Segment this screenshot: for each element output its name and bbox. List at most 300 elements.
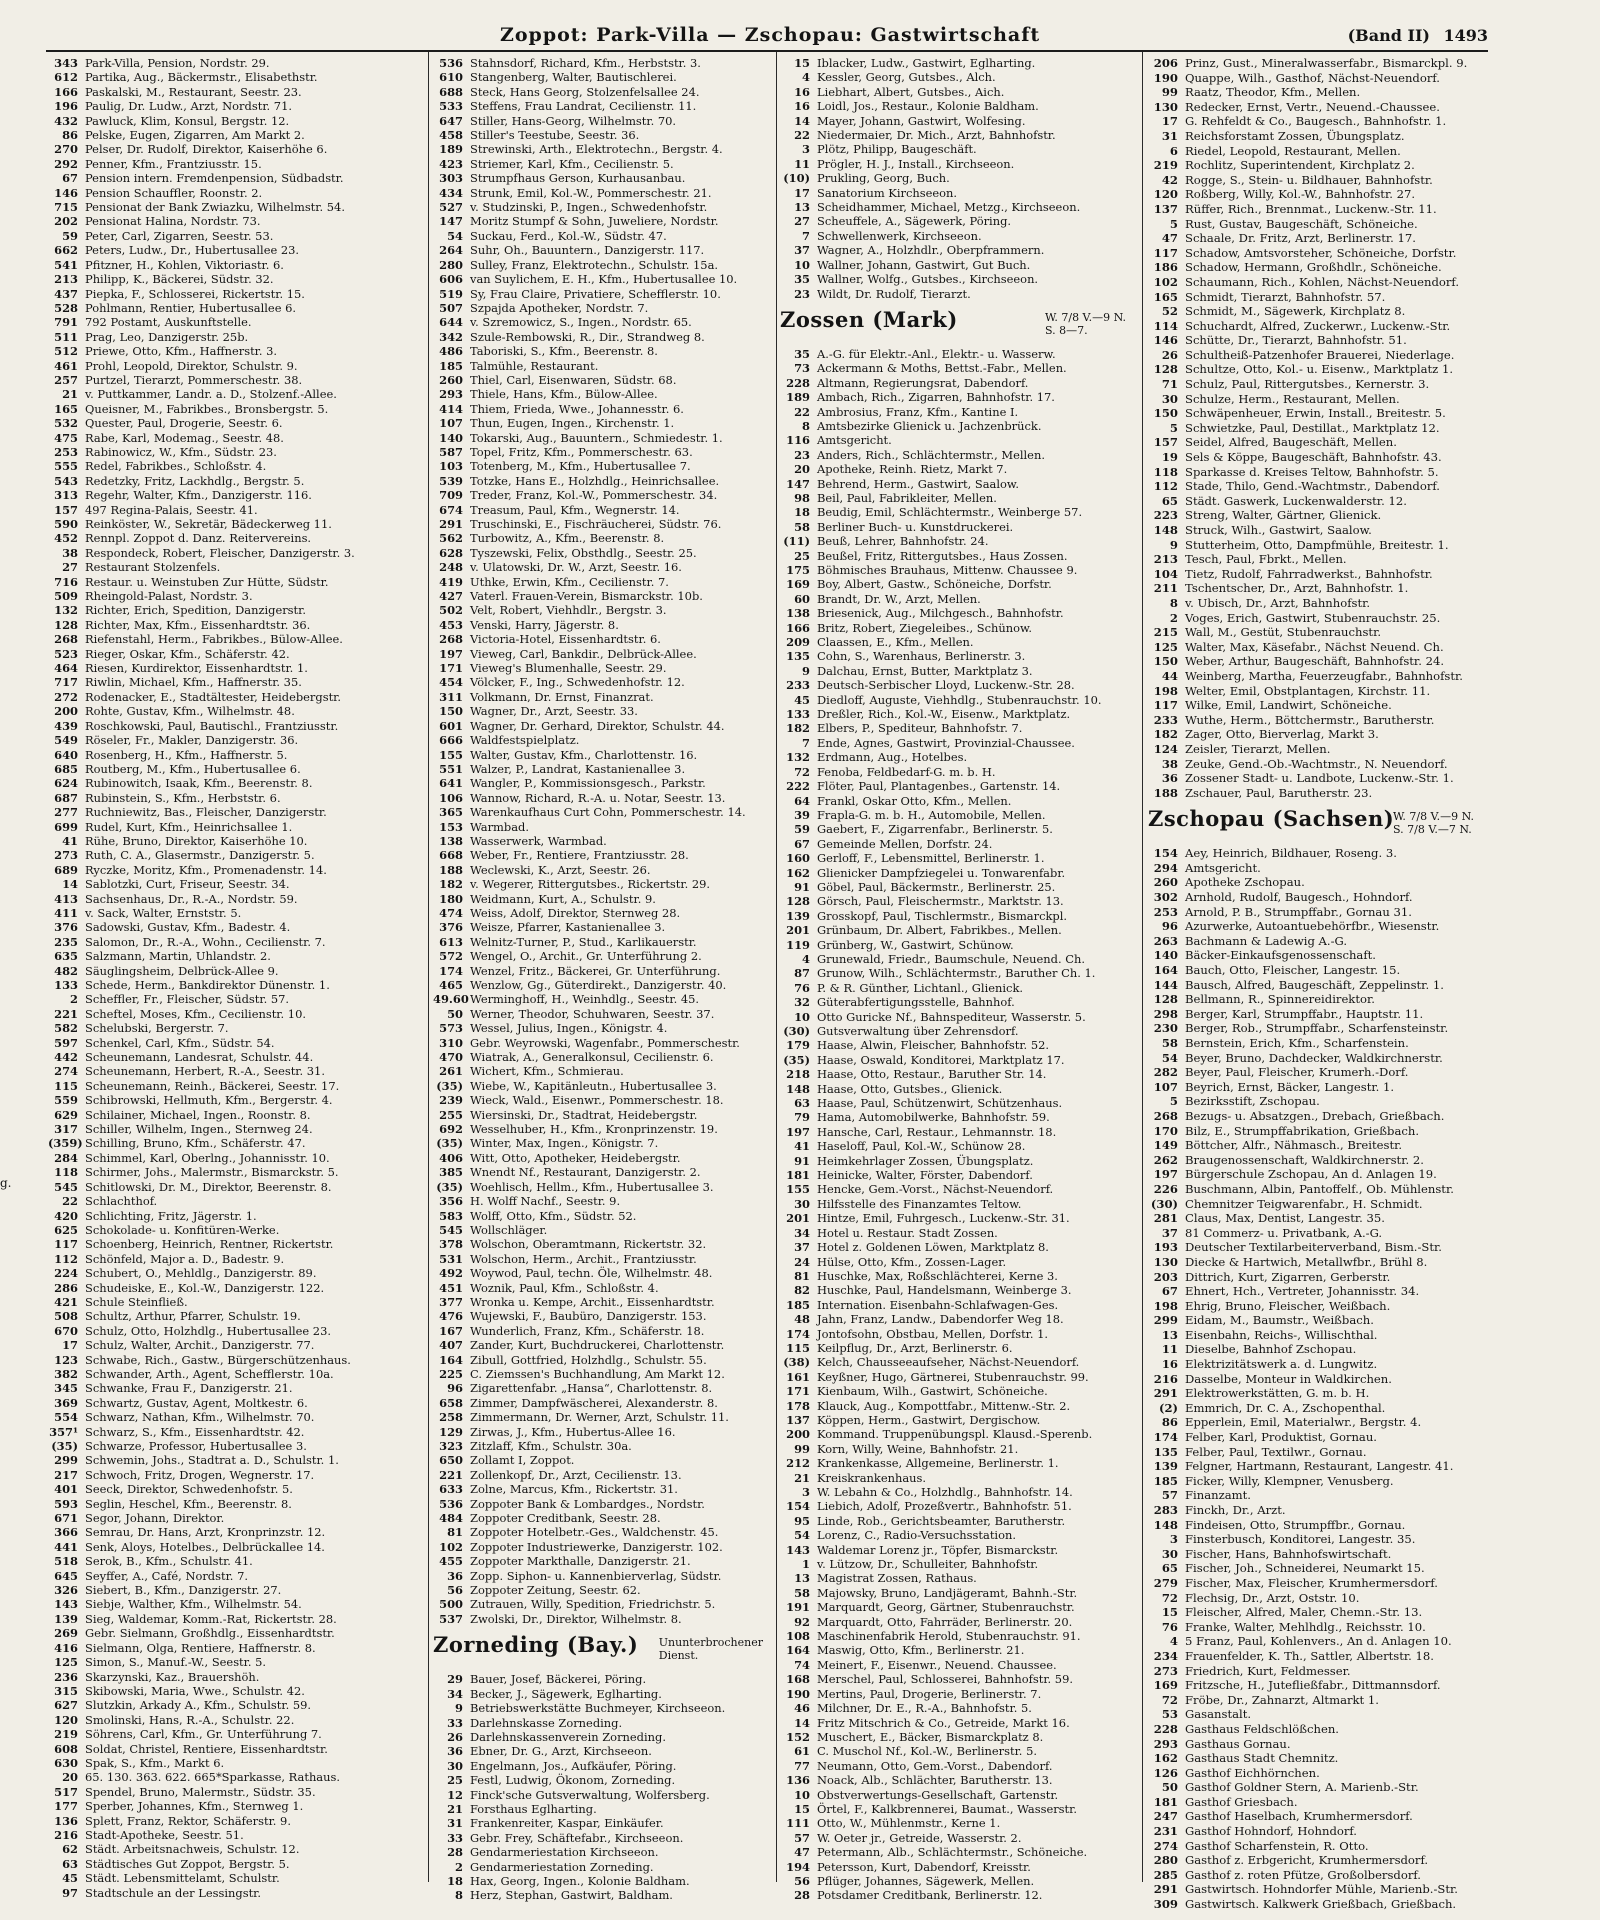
hours-line: S. 7/8 V.—7 N. <box>1392 823 1472 837</box>
entry-text: Schulz, Walter, Archit., Danzigerstr. 77. <box>85 1338 315 1353</box>
directory-entry <box>780 794 1140 808</box>
directory-entry <box>780 114 1140 128</box>
phone-number: 150 <box>1153 654 1178 669</box>
entry-text: Schuchardt, Alfred, Zuckerwr., Luckenw.-Str. <box>1185 318 1451 333</box>
phone-number: 291 <box>1153 1386 1178 1401</box>
entry-text: Gendarmeriestation Zorneding. <box>470 1859 654 1874</box>
phone-number: 223 <box>1153 508 1178 523</box>
entry-text: Gasthof Goldner Stern, A. Marienb.-Str. <box>1185 1780 1419 1795</box>
directory-entry <box>780 707 1140 721</box>
directory-entry <box>1148 1138 1488 1153</box>
directory-entry <box>1148 187 1488 202</box>
phone-number: 280 <box>439 257 463 272</box>
entry-text: G. Rehfeldt & Co., Baugesch., Bahnhofstr. 1. <box>1185 114 1447 129</box>
entry-text: Ehnert, Hch., Vertreter, Johannisstr. 34. <box>1185 1284 1420 1299</box>
directory-entry <box>48 618 424 632</box>
phone-number: 148 <box>1153 523 1178 537</box>
directory-entry <box>780 70 1140 84</box>
directory-entry <box>780 1845 1140 1859</box>
phone-number: 175 <box>786 563 810 577</box>
column-1 <box>48 56 424 1916</box>
directory-entry <box>1148 465 1488 480</box>
phone-number: (359) <box>48 1136 83 1151</box>
entry-text: Schulz, Otto, Holzhdlg., Hubertusallee 23. <box>85 1323 332 1338</box>
entry-text: Riesen, Kurdirektor, Eissenhardtstr. 1. <box>85 661 308 676</box>
entry-text: Tietz, Rudolf, Fahrradwerkst., Bahnhofstr. <box>1185 566 1433 581</box>
entry-text: Roschkowski, Paul, Bautischl., Frantziusstr. <box>85 718 339 733</box>
entry-text: Schudeiske, E., Kol.-W., Danzigerstr. 122. <box>85 1280 325 1295</box>
entry-text: Diedloff, Auguste, Viehhdlg., Stubenrauchstr. 10. <box>817 692 1102 707</box>
phone-number: 16 <box>1161 1357 1178 1372</box>
entry-text: Dasselbe, Monteur in Waldkirchen. <box>1185 1371 1392 1386</box>
directory-entry <box>433 1122 777 1136</box>
entry-text: v. Wegerer, Rittergutsbes., Rickertstr. 29. <box>470 877 711 892</box>
phone-number: 37 <box>794 1240 810 1255</box>
directory-entry <box>433 992 777 1006</box>
phone-number: 76 <box>1161 1619 1178 1634</box>
directory-entry <box>48 373 424 387</box>
directory-entry <box>48 315 424 329</box>
phone-number: 253 <box>54 444 78 459</box>
phone-number: 658 <box>439 1395 463 1410</box>
entry-text: Schönfeld, Major a. D., Badestr. 9. <box>85 1251 285 1266</box>
entry-text: Fenoba, Feldbedarf-G. m. b. H. <box>817 764 996 779</box>
phone-number: 44 <box>1161 668 1178 683</box>
phone-number: 414 <box>439 401 463 416</box>
entry-text: Gasthof Eichhörnchen. <box>1185 1765 1320 1780</box>
entry-text: Felgner, Hartmann, Restaurant, Langestr. 41. <box>1185 1459 1454 1474</box>
entry-text: Hilfsstelle des Finanzamtes Teltow. <box>817 1196 1022 1211</box>
entry-text: Dieselbe, Bahnhof Zschopau. <box>1185 1342 1357 1357</box>
entry-text: Prinz, Gust., Mineralwasserfabr., Bismarckpl. 9. <box>1185 56 1468 70</box>
entry-text: Neumann, Otto, Gem.-Vorst., Dabendorf. <box>817 1758 1053 1773</box>
phone-number: 140 <box>439 430 463 445</box>
phone-number: 313 <box>54 488 78 503</box>
directory-entry <box>1148 85 1488 100</box>
entry-text: Pension intern. Fremdenpension, Südbadstr. <box>85 171 344 186</box>
entry-text: Partika, Aug., Bäckermstr., Elisabethstr. <box>85 70 318 85</box>
phone-number: 666 <box>439 733 463 748</box>
directory-entry <box>433 1064 777 1078</box>
directory-entry <box>780 808 1140 822</box>
directory-entry <box>780 405 1140 419</box>
phone-number: 4 <box>1169 1634 1178 1649</box>
directory-entry <box>433 647 777 661</box>
entry-text: Mayer, Johann, Gastwirt, Wolfesing. <box>817 113 1026 128</box>
phone-number: 509 <box>54 589 78 604</box>
entry-text: Seeck, Direktor, Schwedenhofstr. 5. <box>85 1482 293 1497</box>
entry-text: Gebr. Sielmann, Großhdlg., Eissenhardtstr. <box>85 1626 335 1641</box>
directory-entry <box>48 359 424 373</box>
phone-number: 22 <box>794 404 810 419</box>
phone-number: 3 <box>802 142 810 157</box>
phone-number: 137 <box>1153 201 1178 216</box>
directory-entry <box>780 1125 1140 1139</box>
phone-number: 465 <box>439 978 463 992</box>
phone-number: 177 <box>54 1799 78 1814</box>
directory-entry <box>780 1528 1140 1542</box>
directory-entry <box>1148 1488 1488 1503</box>
directory-entry <box>1148 1605 1488 1620</box>
phone-number: (35) <box>51 1439 78 1453</box>
entry-text: Werner, Theodor, Schuhwaren, Seestr. 37. <box>470 1006 715 1021</box>
phone-number: 627 <box>54 1698 78 1713</box>
directory-entry <box>433 1021 777 1035</box>
directory-entry <box>433 1831 777 1845</box>
directory-entry <box>1148 1897 1488 1912</box>
phone-number: 235 <box>54 934 78 949</box>
entry-text: Zimmermann, Dr. Werner, Arzt, Schulstr. 11. <box>470 1410 729 1425</box>
directory-entry <box>1148 1386 1488 1401</box>
phone-number: 281 <box>1153 1211 1178 1226</box>
entry-text: Slutzkin, Arkady A., Kfm., Schulstr. 59. <box>85 1698 312 1713</box>
entry-text: Elbers, P., Spediteur, Bahnhofstr. 7. <box>817 721 1023 736</box>
directory-entry <box>780 1168 1140 1182</box>
phone-number: 154 <box>786 1499 810 1514</box>
phone-number: 357¹ <box>49 1424 78 1439</box>
directory-entry <box>1148 1853 1488 1868</box>
phone-number: 182 <box>786 721 810 736</box>
entry-text: Friedrich, Kurt, Feldmesser. <box>1185 1663 1351 1678</box>
phone-number: 406 <box>439 1150 463 1165</box>
phone-number: 202 <box>54 214 78 229</box>
directory-entry <box>433 387 777 401</box>
entry-text: Darlehnskasse Zorneding. <box>470 1715 623 1730</box>
directory-entry <box>48 1425 424 1439</box>
column-divider <box>428 52 429 1882</box>
phone-number: 541 <box>54 257 78 272</box>
phone-number: 62 <box>62 1842 78 1857</box>
entry-text: Schwarz, S., Kfm., Eissenhardtstr. 42. <box>85 1424 305 1439</box>
entry-text: Wuthe, Herm., Böttchermstr., Barutherstr. <box>1185 712 1435 727</box>
entry-text: Weclewski, K., Arzt, Seestr. 26. <box>470 862 651 877</box>
phone-number: 562 <box>439 531 463 546</box>
directory-entry <box>780 1283 1140 1297</box>
entry-text: Zoppoter Zeitung, Seestr. 62. <box>470 1583 641 1598</box>
phone-number: 24 <box>794 1254 810 1269</box>
phone-number: 537 <box>439 1611 463 1626</box>
directory-entry <box>48 272 424 286</box>
entry-text: Weidmann, Kurt, A., Schulstr. 9. <box>470 891 656 906</box>
directory-entry <box>780 966 1140 980</box>
phone-number: 198 <box>1153 683 1178 698</box>
directory-entry <box>780 1384 1140 1398</box>
phone-number: 76 <box>794 980 810 995</box>
entry-text: Amtsgericht. <box>817 433 892 448</box>
phone-number: 5 <box>1169 1094 1178 1109</box>
directory-entry <box>433 70 777 84</box>
entry-text: Beuß, Lehrer, Bahnhofstr. 24. <box>817 534 989 549</box>
directory-entry <box>48 128 424 142</box>
phone-number: 25 <box>794 548 810 563</box>
directory-entry <box>48 748 424 762</box>
entry-text: Gaebert, F., Zigarrenfabr., Berlinerstr. 5. <box>817 822 1053 837</box>
phone-number: 209 <box>786 635 810 650</box>
entry-text: Wagner, Dr. Gerhard, Direktor, Schulstr. 44. <box>470 718 725 733</box>
entry-text: Piepka, F., Schlosserei, Rickertstr. 15. <box>85 286 305 301</box>
entry-text: Betriebswerkstätte Buchmeyer, Kirchseeon. <box>470 1701 726 1716</box>
directory-entry <box>1148 992 1488 1007</box>
phone-number: 46 <box>794 1701 810 1716</box>
entry-text: Schoenberg, Heinrich, Rentner, Rickertstr. <box>85 1237 334 1252</box>
phone-number: 14 <box>794 113 810 128</box>
phone-number: 81 <box>794 1268 810 1283</box>
directory-entry <box>48 85 424 99</box>
entry-text: Volkmann, Dr. Ernst, Finanzrat. <box>470 689 654 704</box>
entry-text: Wagner, Dr., Arzt, Seestr. 33. <box>470 704 638 719</box>
entry-text: Wollschläger. <box>470 1222 548 1237</box>
directory-entry <box>1148 348 1488 363</box>
phone-number: 662 <box>54 243 78 258</box>
entry-text: Zimmer, Dampfwäscherei, Alexanderstr. 8. <box>470 1395 718 1410</box>
phone-number: 641 <box>439 776 463 791</box>
directory-entry <box>1148 1634 1488 1649</box>
phone-number: 647 <box>439 113 463 128</box>
entry-text: Briesenick, Aug., Milchgesch., Bahnhofstr. <box>817 606 1064 621</box>
directory-entry <box>780 1831 1140 1845</box>
phone-number: 37 <box>1161 1225 1178 1240</box>
phone-number: 35 <box>794 272 810 287</box>
phone-number: 50 <box>447 1006 463 1021</box>
directory-entry <box>1148 890 1488 905</box>
directory-entry <box>780 995 1140 1009</box>
entry-text: Gasthof Griesbach. <box>1185 1794 1298 1809</box>
phone-number: 49.60 <box>433 992 469 1007</box>
entry-text: Warenkaufhaus Curt Cohn, Pommerschestr. 14. <box>470 805 746 820</box>
entry-text: Wengel, O., Archit., Gr. Unterführung 2. <box>470 949 702 964</box>
phone-number: 517 <box>54 1784 78 1799</box>
phone-number: 206 <box>1153 56 1178 70</box>
entry-text: Marquardt, Otto, Fahrräder, Berlinerstr. 20. <box>817 1614 1073 1629</box>
directory-entry <box>1148 450 1488 465</box>
phone-number: 212 <box>786 1456 810 1471</box>
entry-text: Darlehnskassenverein Zorneding. <box>470 1729 666 1744</box>
phone-number: 1 <box>802 1557 810 1572</box>
directory-entry <box>433 791 777 805</box>
entry-text: Beudig, Emil, Schlächtermstr., Weinberge 57. <box>817 505 1083 520</box>
phone-number: 19 <box>1161 450 1178 465</box>
phone-number: 18 <box>447 1873 463 1888</box>
phone-number: 41 <box>794 1139 810 1154</box>
directory-entry <box>1148 1693 1488 1708</box>
phone-number: 39 <box>794 807 810 822</box>
phone-number: 551 <box>439 761 463 776</box>
phone-number: 60 <box>794 591 810 606</box>
entry-text: Schwäpenheuer, Erwin, Install., Breitestr. 5. <box>1185 406 1446 421</box>
entry-text: Schmidt, Tierarzt, Bahnhofstr. 57. <box>1185 289 1386 304</box>
phone-number: 601 <box>439 718 463 733</box>
phone-number: 96 <box>447 1381 463 1396</box>
entry-text: Behrend, Herm., Gastwirt, Saalow. <box>817 476 1019 491</box>
phone-number: 378 <box>439 1237 463 1252</box>
directory-entry <box>48 1756 424 1770</box>
entry-text: Rochlitz, Superintendent, Kirchplatz 2. <box>1185 158 1415 173</box>
entry-text: Heinicke, Walter, Förster, Dabendorf. <box>817 1168 1033 1183</box>
phone-number: 528 <box>54 300 78 315</box>
phone-number: 629 <box>54 1107 78 1122</box>
phone-number: 189 <box>786 390 810 405</box>
phone-number: 42 <box>1161 172 1178 187</box>
directory-entry <box>780 1860 1140 1874</box>
entry-text: Frankl, Oskar Otto, Kfm., Mellen. <box>817 793 1012 808</box>
phone-number: 22 <box>62 1194 78 1209</box>
phone-number: 11 <box>794 156 810 171</box>
phone-number: 427 <box>439 589 463 604</box>
entry-text: Otto, W., Mühlenmstr., Kerne 1. <box>817 1816 1001 1831</box>
phone-number: 366 <box>54 1525 78 1540</box>
directory-entry <box>1148 494 1488 509</box>
entry-text: Finsterbusch, Konditorei, Langestr. 35. <box>1185 1532 1416 1547</box>
directory-entry <box>433 214 777 228</box>
directory-entry <box>1148 1153 1488 1168</box>
phone-number: 65 <box>1161 493 1178 508</box>
phone-number: 58 <box>1161 1036 1178 1050</box>
directory-entry <box>48 1727 424 1741</box>
directory-entry <box>1148 1882 1488 1897</box>
phone-number: 407 <box>439 1338 463 1353</box>
phone-number: 464 <box>54 661 78 676</box>
entry-text: Boy, Albert, Gastw., Schöneiche, Dorfstr. <box>817 577 1052 592</box>
entry-text: Gutsverwaltung über Zehrensdorf. <box>817 1024 1019 1038</box>
directory-entry <box>780 1399 1140 1413</box>
directory-entry <box>48 1108 424 1122</box>
entry-text: Walzer, P., Landrat, Kastanienallee 3. <box>470 761 686 776</box>
directory-entry <box>433 560 777 574</box>
directory-entry <box>48 459 424 473</box>
directory-entry <box>48 690 424 704</box>
directory-entry <box>433 877 777 891</box>
phone-number: 264 <box>439 243 463 258</box>
phone-number: 419 <box>439 574 463 589</box>
directory-entry <box>48 200 424 214</box>
directory-entry <box>48 1468 424 1482</box>
entry-text: 65. 130. 363. 622. 665*Sparkasse, Rathaus. <box>85 1770 340 1785</box>
directory-entry <box>1148 567 1488 582</box>
directory-entry <box>780 1816 1140 1830</box>
entry-text: Merschel, Paul, Schlosserei, Bahnhofstr. 59. <box>817 1672 1073 1687</box>
directory-entry <box>433 1773 777 1787</box>
phone-number: 268 <box>54 632 78 647</box>
directory-entry <box>48 1367 424 1381</box>
entry-text: Stadt-Apotheke, Seestr. 51. <box>85 1827 244 1842</box>
directory-entry <box>780 1788 1140 1802</box>
phone-number: 10 <box>794 1009 810 1024</box>
entry-text: Turbowitz, A., Kfm., Beerenstr. 8. <box>470 531 665 546</box>
entry-text: v. Ulatowski, Dr. W., Arzt, Seestr. 16. <box>470 560 682 575</box>
entry-text: Fleischer, Alfred, Maler, Chemn.-Str. 13. <box>1185 1605 1423 1620</box>
directory-entry <box>433 589 777 603</box>
phone-number: 185 <box>439 358 463 373</box>
phone-number: 310 <box>439 1035 463 1050</box>
phone-number: 169 <box>1153 1678 1178 1693</box>
phone-number: 38 <box>1161 756 1178 771</box>
directory-entry <box>48 1597 424 1611</box>
directory-entry <box>780 1298 1140 1312</box>
phone-number: 91 <box>794 879 810 894</box>
directory-entry <box>1148 1255 1488 1270</box>
entry-text: Schwemin, Johs., Stadtrat a. D., Schulstr. 1. <box>85 1453 339 1468</box>
directory-entry <box>433 661 777 675</box>
directory-entry <box>1148 1299 1488 1314</box>
directory-entry <box>433 99 777 113</box>
entry-text: Striemer, Karl, Kfm., Cecilienstr. 5. <box>470 156 674 171</box>
entry-text: Seglin, Heschel, Kfm., Beerenstr. 8. <box>85 1496 292 1511</box>
directory-entry <box>48 114 424 128</box>
phone-number: 533 <box>439 99 463 114</box>
phone-number: 162 <box>1153 1751 1178 1766</box>
phone-number: 165 <box>54 401 78 416</box>
entry-text: Heimkehrlager Zossen, Übungsplatz. <box>817 1153 1034 1168</box>
phone-number: 633 <box>439 1482 463 1497</box>
phone-number: 442 <box>54 1050 78 1065</box>
directory-entry <box>1148 1839 1488 1854</box>
directory-entry <box>48 776 424 790</box>
directory-entry <box>1148 1795 1488 1810</box>
phone-number: 123 <box>54 1352 78 1367</box>
directory-entry <box>48 1165 424 1179</box>
entry-text: Tesch, Paul, Fbrkt., Mellen. <box>1185 552 1347 567</box>
phone-number: 2 <box>1169 610 1178 625</box>
entry-text: P. & R. Günther, Lichtanl., Glienick. <box>817 980 1024 995</box>
directory-entry <box>433 1180 777 1194</box>
directory-entry <box>433 431 777 445</box>
directory-entry <box>1148 260 1488 275</box>
phone-number: 117 <box>1153 698 1178 713</box>
phone-number: 217 <box>54 1467 78 1482</box>
entry-text: Bürgerschule Zschopau, An d. Anlagen 19. <box>1185 1167 1437 1182</box>
phone-number: 148 <box>1153 1517 1178 1532</box>
directory-entry <box>433 1744 777 1758</box>
entry-text: Wunderlich, Franz, Kfm., Schäferstr. 18. <box>470 1323 705 1338</box>
phone-number: 268 <box>1153 1108 1178 1123</box>
directory-entry <box>1148 435 1488 450</box>
entry-text: Altmann, Regierungsrat, Dabendorf. <box>817 375 1029 390</box>
entry-text: Grosskopf, Paul, Tischlermstr., Bismarckpl. <box>817 908 1068 923</box>
directory-entry <box>780 272 1140 286</box>
entry-text: Hama, Automobilwerke, Bahnhofstr. 59. <box>817 1110 1050 1125</box>
phone-number: 11 <box>1161 1342 1178 1357</box>
directory-entry <box>48 1151 424 1165</box>
phone-number: 190 <box>786 1686 810 1701</box>
entry-text: Weber, Fr., Rentiere, Frantziusstr. 28. <box>470 848 689 863</box>
phone-number: 201 <box>786 923 810 938</box>
directory-entry <box>48 1626 424 1640</box>
phone-number: (35) <box>436 1136 463 1151</box>
entry-text: Loidl, Jos., Restaur., Kolonie Baldham. <box>817 99 1039 114</box>
phone-number: 13 <box>794 1571 810 1586</box>
directory-entry <box>48 834 424 848</box>
entry-text: Stade, Thilo, Gend.-Wachtmstr., Dabendorf. <box>1185 479 1440 494</box>
entry-text: Semrau, Dr. Hans, Arzt, Kronprinzstr. 12. <box>85 1525 326 1540</box>
directory-entry <box>1148 56 1488 71</box>
entry-text: Sparkasse d. Kreises Teltow, Bahnhofstr. 5. <box>1185 464 1439 479</box>
entry-text: Respondeck, Robert, Fleischer, Danzigerstr. 3. <box>85 545 355 560</box>
directory-entry <box>433 114 777 128</box>
entry-text: Arnhold, Rudolf, Baugesch., Hohndorf. <box>1185 890 1413 905</box>
phone-number: 482 <box>54 963 78 978</box>
entry-text: Frapla-G. m. b. H., Automobile, Mellen. <box>817 807 1046 822</box>
entry-text: Amtsbezirke Glienick u. Jachzenbrück. <box>817 418 1042 433</box>
directory-entry <box>433 1194 777 1208</box>
entry-text: Peter, Carl, Zigarren, Seestr. 53. <box>85 228 274 243</box>
phone-number: 86 <box>1161 1415 1178 1430</box>
phone-number: 4 <box>802 70 810 85</box>
directory-entry <box>1148 479 1488 494</box>
directory-entry <box>780 186 1140 200</box>
phone-number: 302 <box>1153 890 1178 905</box>
entry-text: Keyßner, Hugo, Gärtnerei, Stubenrauchstr. 99. <box>817 1369 1089 1384</box>
directory-entry <box>433 1788 777 1802</box>
